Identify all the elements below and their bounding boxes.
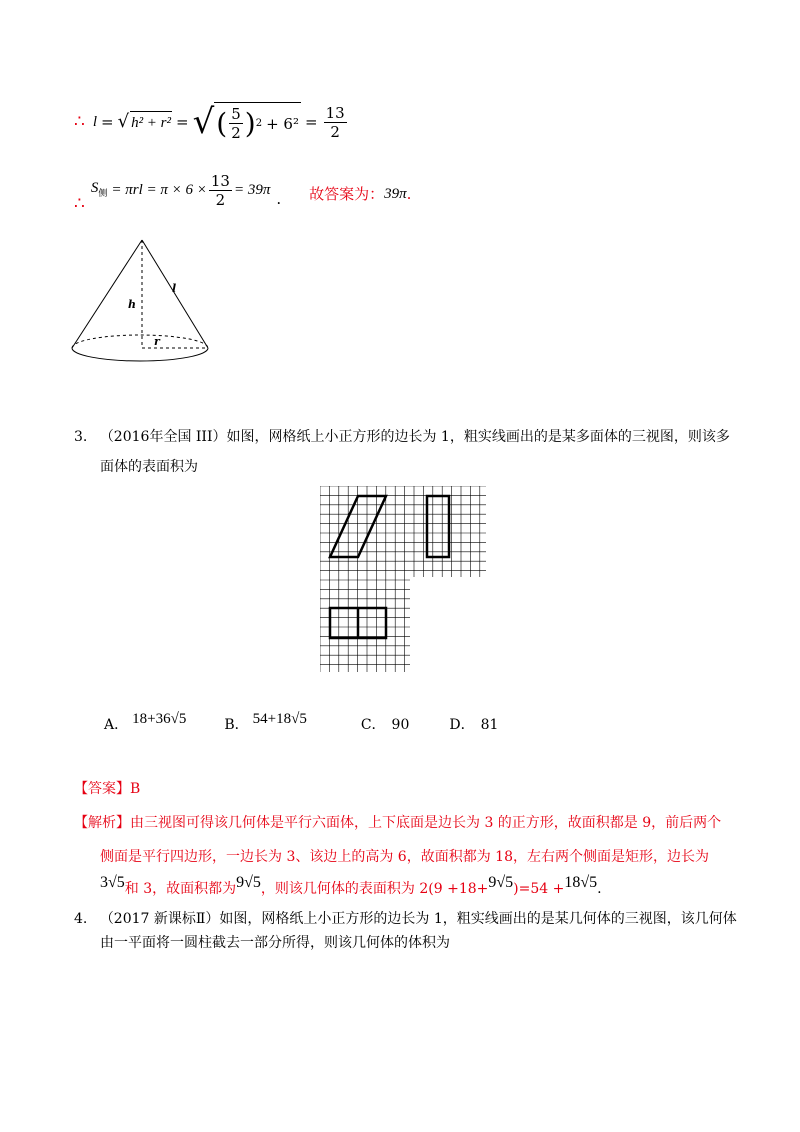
result-den: 2 (330, 122, 340, 141)
option-a-label: A． (104, 717, 129, 733)
formula-2 (74, 170, 411, 218)
plus-six-squared: + 6² (266, 114, 299, 133)
frac-den: 2 (231, 124, 241, 142)
therefore-symbol-2: ∴ (74, 194, 85, 214)
option-a-value: 18+36√5 (132, 711, 187, 727)
power: 2 (255, 117, 263, 129)
option-d-value: 81 (480, 717, 499, 733)
q4-text-1: （2017 新课标Ⅱ）如图，网格纸上小正方形的边长为 1，粗实线画出的是某几何体的三视图，该几何体 (99, 911, 737, 927)
answer-end: . (406, 185, 412, 203)
frac2-den: 2 (215, 190, 226, 209)
analysis-line2: 侧面是平行四边形，一边长为 3、该边上的高为 6，故面积都为 18，左右两个侧面是矩形，边长为 (100, 849, 709, 865)
formula-2-result: = 39π (233, 182, 271, 198)
nine-root-five-2: 9√5 (488, 874, 514, 891)
formula-1-lhs: l (92, 114, 97, 130)
answer-label: 故答案为： (309, 185, 385, 203)
formula-1: ∴ l = √ h² + r² = √ ( $\frac{5}{2}$ ) 2 + 6² = $\frac{13}{2}$ (74, 102, 345, 142)
therefore-symbol: ∴ (74, 112, 85, 132)
nine-root-five: 9√5 (236, 874, 261, 891)
q3-text-1: （2016年全国 III）如图，网格纸上小正方形的边长为 1，粗实线画出的是某多面体的三视图，则该多 (99, 429, 730, 445)
surface-subscript: 侧 (98, 187, 108, 198)
option-b-value: 54+18√5 (252, 711, 307, 727)
analysis-text-1: 由三视图可得该几何体是平行六面体，上下底面是边长为 3 的正方形，故面积都是 9，前后两个 (130, 815, 722, 831)
cone-h-label: h (128, 298, 136, 311)
q4-line2: 由一平面将一圆柱截去一部分所得，则该几何体的体积为 (100, 935, 450, 951)
q3-line2: 面体的表面积为 (100, 459, 198, 475)
option-b-label: B． (224, 717, 249, 733)
cone-figure (68, 236, 213, 370)
answer-value: 39π (384, 186, 407, 202)
analysis-text-3b: 和 3，故面积都为 (124, 881, 237, 897)
answer-line (74, 778, 140, 800)
analysis-tag: 【解析】 (74, 815, 130, 831)
option-c-label: C． (360, 717, 386, 733)
equals: = (101, 113, 114, 131)
frac-num: 5 (231, 105, 241, 123)
option-c-value: 90 (391, 717, 410, 733)
formula-2-expr: = πrl = π × 6 × (111, 182, 207, 198)
q4-number: 4. (74, 911, 88, 927)
three-view-grid (320, 486, 486, 672)
analysis-text-3f: )=54 + (513, 881, 565, 897)
cone-l-label: l (172, 282, 177, 295)
answer-tag: 【答案】 (74, 781, 130, 797)
eighteen-root-five: 18√5 (564, 874, 598, 891)
q3-options (104, 704, 498, 736)
analysis-line1 (74, 812, 721, 834)
three-root-five: 3√5 (100, 874, 125, 891)
analysis-text-3d: ，则该几何体的表面积为 2(9 +18+ (260, 881, 489, 897)
answer-value-b: B (130, 781, 141, 797)
formula-1-sqrt: h² + r² (130, 111, 172, 134)
analysis-line3 (100, 866, 602, 900)
surface-symbol: S (90, 179, 99, 196)
option-d-label: D． (449, 717, 475, 733)
cone-r-label: r (154, 335, 160, 348)
analysis-end-period: . (597, 881, 602, 897)
q3-line1 (74, 426, 730, 448)
q4-line1 (74, 908, 737, 930)
result-num: 13 (325, 103, 345, 122)
frac2-num: 13 (210, 171, 230, 190)
q3-number: 3. (74, 429, 88, 445)
period: . (276, 190, 282, 208)
